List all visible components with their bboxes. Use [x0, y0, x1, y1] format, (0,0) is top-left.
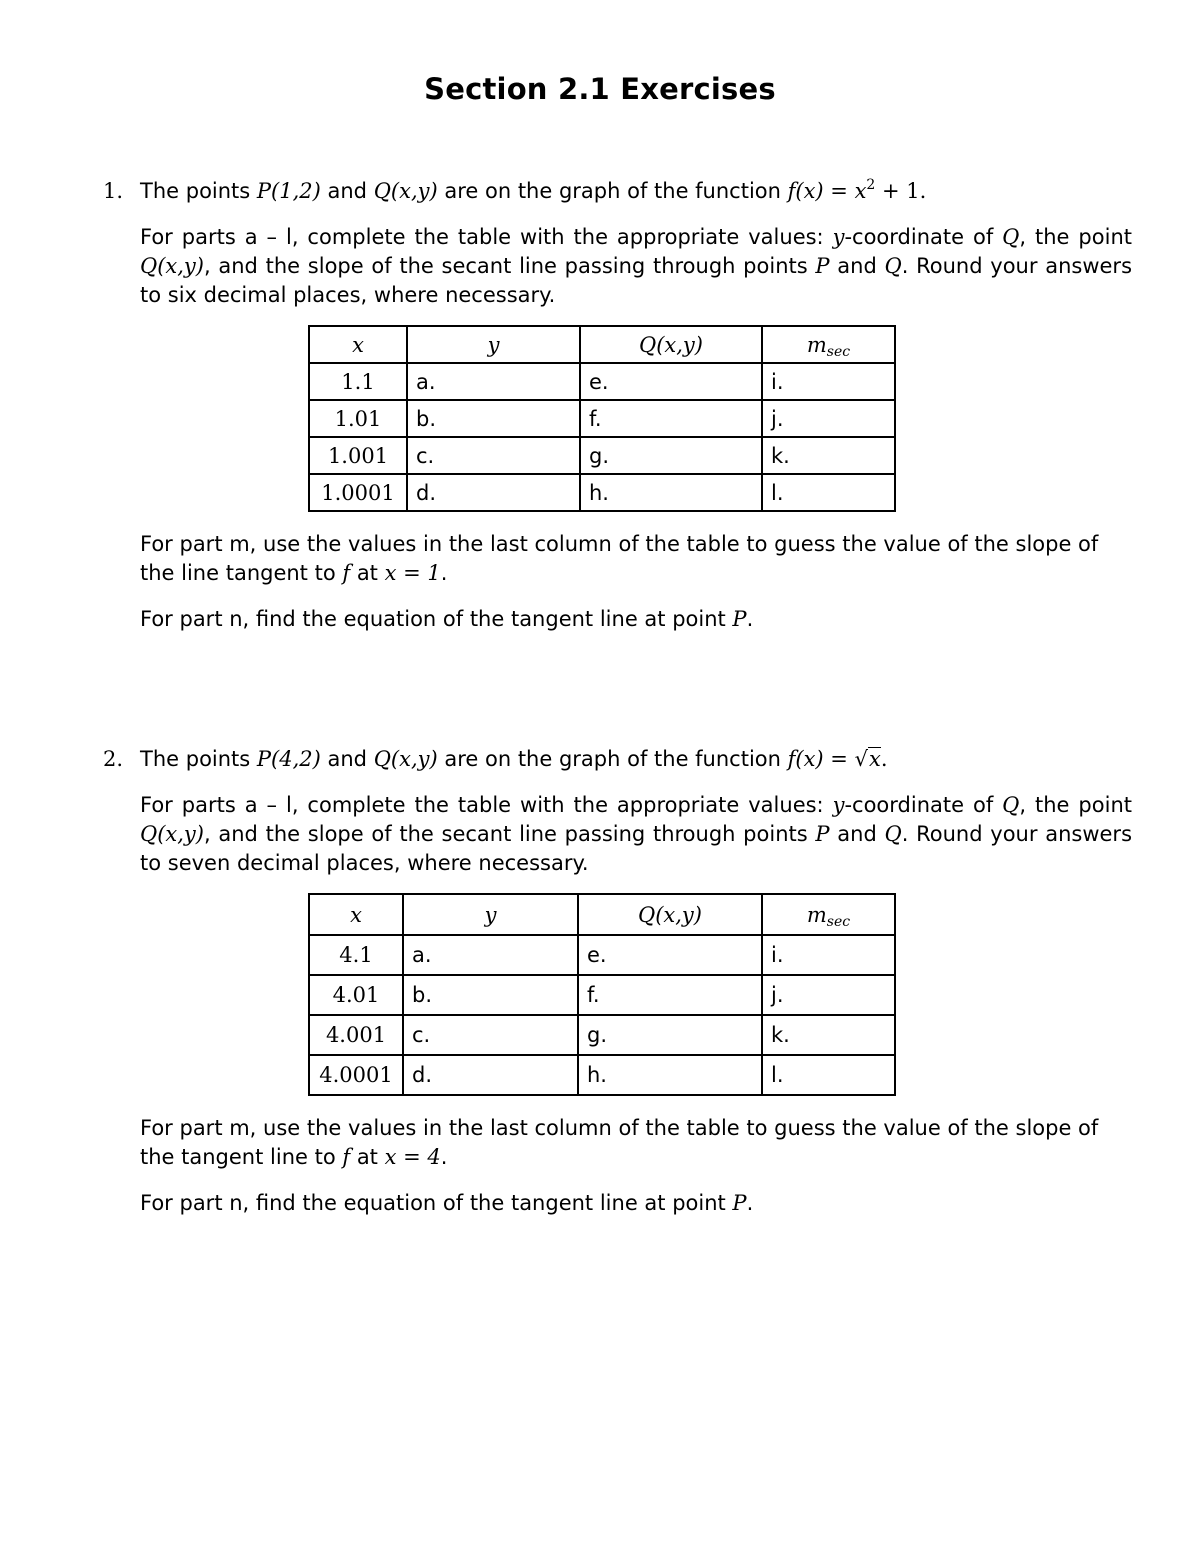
table-row: 1.0001 d. h. l.: [309, 474, 895, 511]
exercise-2-table: [308, 893, 896, 1096]
exercise-1-instructions: For parts a – l, complete the table with the appropriate values: y-coordinate of Q, the point Q(x,y), and the slope of the secant line passing through points P and Q. Round your answers to six decimal places, where necessary.: [140, 225, 1133, 307]
header-y: y: [403, 894, 578, 935]
exercise-number: 2.: [103, 747, 124, 771]
header-q: Q(x,y): [578, 894, 762, 935]
table-row: 4.001 c. g. k.: [309, 1015, 895, 1055]
exercise-1-part-m: For part m, use the values in the last column of the table to guess the value of the slope of the line tangent to f at x = 1.: [140, 532, 1099, 585]
table-row: 4.0001 d. h. l.: [309, 1055, 895, 1095]
exercise-2-intro: The points P(4,2) and Q(x,y) are on the graph of the function f(x) = √x.: [140, 747, 888, 771]
header-msec: msec: [762, 894, 895, 935]
header-x: x: [309, 894, 403, 935]
header-x: x: [309, 326, 407, 363]
table-row: 4.1 a. e. i.: [309, 935, 895, 975]
exercise-2-instructions: For parts a – l, complete the table with the appropriate values: y-coordinate of Q, the point Q(x,y), and the slope of the secant line passing through points P and Q. Round your answers to seven decimal places, where necessary.: [140, 793, 1133, 875]
table-row: 1.1 a. e. i.: [309, 363, 895, 400]
page-title: Section 2.1 Exercises: [424, 72, 776, 106]
header-msec: msec: [762, 326, 895, 363]
exercise-2-part-m: For part m, use the values in the last column of the table to guess the value of the slope of the tangent line to f at x = 4.: [140, 1116, 1099, 1169]
exercise-number: 1.: [103, 179, 124, 203]
table-row: 1.01 b. f. j.: [309, 400, 895, 437]
exercise-1-table: [308, 325, 896, 512]
table-row: 1.001 c. g. k.: [309, 437, 895, 474]
header-y: y: [407, 326, 580, 363]
exercise-1-intro: The points P(1,2) and Q(x,y) are on the graph of the function $f(x) = x^2 + 1$.: [140, 177, 927, 203]
header-q: Q(x,y): [580, 326, 762, 363]
exercise-1-part-n: For part n, find the equation of the tangent line at point P.: [140, 607, 754, 631]
sqrt-symbol: √: [854, 747, 868, 771]
table-row: 4.01 b. f. j.: [309, 975, 895, 1015]
exercise-2-part-n: For part n, find the equation of the tangent line at point P.: [140, 1191, 754, 1215]
